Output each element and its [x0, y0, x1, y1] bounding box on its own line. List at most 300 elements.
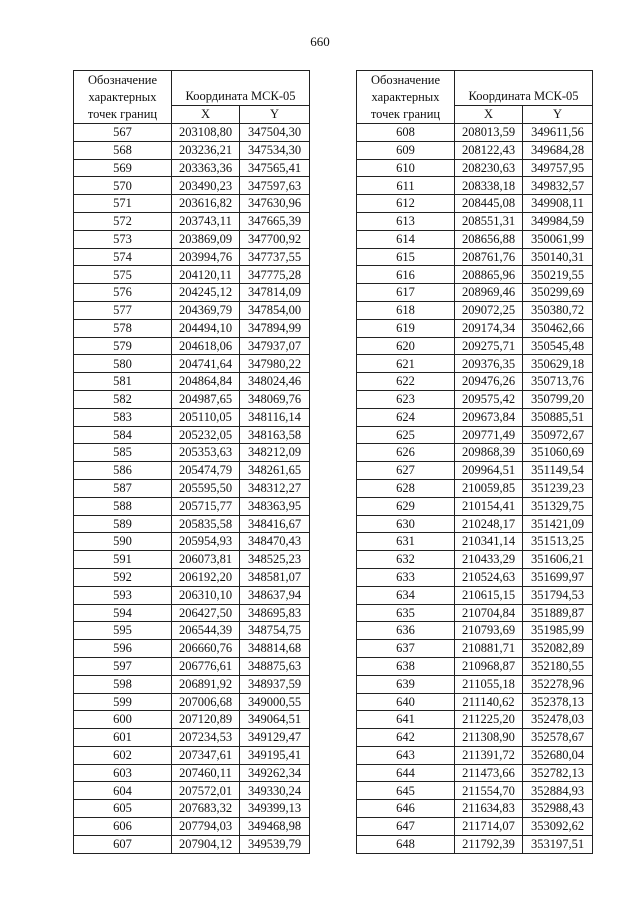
x-cell: 210154,41 [455, 497, 523, 515]
table-row [74, 693, 310, 711]
point-id-cell: 588 [74, 497, 172, 515]
point-id-cell: 620 [357, 337, 455, 355]
y-cell: 347854,00 [240, 301, 310, 319]
table-row [357, 568, 593, 586]
header-coordinate-system: Координата МСК-05 [172, 71, 310, 106]
header-point-label: Обозначение характерных точек границ [357, 71, 455, 124]
table-row [357, 355, 593, 373]
y-cell: 349195,41 [240, 746, 310, 764]
y-cell: 351794,53 [523, 586, 593, 604]
point-id-cell: 643 [357, 746, 455, 764]
point-id-cell: 631 [357, 533, 455, 551]
x-cell: 211140,62 [455, 693, 523, 711]
header-point-label: Обозначение характерных точек границ [74, 71, 172, 124]
y-cell: 350972,67 [523, 426, 593, 444]
table-row [74, 800, 310, 818]
point-id-cell: 576 [74, 284, 172, 302]
point-id-cell: 596 [74, 640, 172, 658]
table-row [74, 195, 310, 213]
x-cell: 210881,71 [455, 640, 523, 658]
x-cell: 208122,43 [455, 141, 523, 159]
y-cell: 348637,94 [240, 586, 310, 604]
y-cell: 349330,24 [240, 782, 310, 800]
y-cell: 350545,48 [523, 337, 593, 355]
x-cell: 209964,51 [455, 462, 523, 480]
table-row [357, 800, 593, 818]
y-cell: 348754,75 [240, 622, 310, 640]
point-id-cell: 573 [74, 230, 172, 248]
point-id-cell: 568 [74, 141, 172, 159]
table-row [357, 408, 593, 426]
point-id-cell: 639 [357, 675, 455, 693]
y-cell: 349399,13 [240, 800, 310, 818]
x-cell: 204494,10 [172, 319, 240, 337]
x-cell: 203236,21 [172, 141, 240, 159]
table-row [357, 764, 593, 782]
point-id-cell: 590 [74, 533, 172, 551]
x-cell: 208551,31 [455, 212, 523, 230]
table-row [357, 426, 593, 444]
x-cell: 211308,90 [455, 729, 523, 747]
table-row [357, 444, 593, 462]
y-cell: 349984,59 [523, 212, 593, 230]
point-id-cell: 579 [74, 337, 172, 355]
y-cell: 348416,67 [240, 515, 310, 533]
x-cell: 206310,10 [172, 586, 240, 604]
point-id-cell: 637 [357, 640, 455, 658]
table-row [357, 195, 593, 213]
x-cell: 209575,42 [455, 390, 523, 408]
point-id-cell: 618 [357, 301, 455, 319]
point-id-cell: 572 [74, 212, 172, 230]
y-cell: 349908,11 [523, 195, 593, 213]
table-row [357, 124, 593, 142]
y-cell: 350380,72 [523, 301, 593, 319]
x-cell: 204369,79 [172, 301, 240, 319]
table-row [357, 230, 593, 248]
y-cell: 351513,25 [523, 533, 593, 551]
table-row [357, 640, 593, 658]
point-id-cell: 629 [357, 497, 455, 515]
x-cell: 209476,26 [455, 373, 523, 391]
point-id-cell: 574 [74, 248, 172, 266]
point-id-cell: 617 [357, 284, 455, 302]
table-row [74, 408, 310, 426]
y-cell: 350799,20 [523, 390, 593, 408]
table-row [357, 551, 593, 569]
x-cell: 205353,63 [172, 444, 240, 462]
y-cell: 348363,95 [240, 497, 310, 515]
point-id-cell: 580 [74, 355, 172, 373]
x-cell: 204618,06 [172, 337, 240, 355]
x-cell: 211792,39 [455, 835, 523, 853]
table-row [74, 533, 310, 551]
point-id-cell: 636 [357, 622, 455, 640]
y-cell: 347534,30 [240, 141, 310, 159]
y-cell: 347630,96 [240, 195, 310, 213]
y-cell: 352578,67 [523, 729, 593, 747]
point-id-cell: 567 [74, 124, 172, 142]
x-cell: 209174,34 [455, 319, 523, 337]
point-id-cell: 635 [357, 604, 455, 622]
y-cell: 349262,34 [240, 764, 310, 782]
table-row [357, 693, 593, 711]
table-row [74, 551, 310, 569]
y-cell: 349684,28 [523, 141, 593, 159]
table-row [74, 515, 310, 533]
table-row [74, 568, 310, 586]
x-cell: 210059,85 [455, 479, 523, 497]
y-cell: 352082,89 [523, 640, 593, 658]
y-cell: 349539,79 [240, 835, 310, 853]
x-cell: 209673,84 [455, 408, 523, 426]
point-id-cell: 625 [357, 426, 455, 444]
y-cell: 348069,76 [240, 390, 310, 408]
y-cell: 349129,47 [240, 729, 310, 747]
x-cell: 207234,53 [172, 729, 240, 747]
y-cell: 348116,14 [240, 408, 310, 426]
table-row [74, 390, 310, 408]
x-cell: 208230,63 [455, 159, 523, 177]
table-row [74, 141, 310, 159]
x-cell: 204120,11 [172, 266, 240, 284]
y-cell: 349468,98 [240, 818, 310, 836]
y-cell: 348525,23 [240, 551, 310, 569]
table-row [74, 337, 310, 355]
table-row [74, 818, 310, 836]
point-id-cell: 614 [357, 230, 455, 248]
table-row [74, 230, 310, 248]
point-id-cell: 594 [74, 604, 172, 622]
y-cell: 350299,69 [523, 284, 593, 302]
table-row [74, 159, 310, 177]
x-cell: 209771,49 [455, 426, 523, 444]
point-id-cell: 599 [74, 693, 172, 711]
point-id-cell: 585 [74, 444, 172, 462]
table-row [357, 782, 593, 800]
point-id-cell: 638 [357, 657, 455, 675]
table-row [74, 835, 310, 853]
x-cell: 206427,50 [172, 604, 240, 622]
x-cell: 207794,03 [172, 818, 240, 836]
point-id-cell: 570 [74, 177, 172, 195]
y-cell: 352884,93 [523, 782, 593, 800]
table-row [74, 497, 310, 515]
point-id-cell: 602 [74, 746, 172, 764]
point-id-cell: 603 [74, 764, 172, 782]
x-cell: 208865,96 [455, 266, 523, 284]
y-cell: 347775,28 [240, 266, 310, 284]
x-cell: 209868,39 [455, 444, 523, 462]
x-cell: 205954,93 [172, 533, 240, 551]
table-row [357, 711, 593, 729]
x-cell: 208656,88 [455, 230, 523, 248]
x-cell: 210433,29 [455, 551, 523, 569]
coordinates-table-left [73, 70, 310, 854]
point-id-cell: 575 [74, 266, 172, 284]
y-cell: 351060,69 [523, 444, 593, 462]
table-row [357, 212, 593, 230]
point-id-cell: 589 [74, 515, 172, 533]
point-id-cell: 615 [357, 248, 455, 266]
y-cell: 349757,95 [523, 159, 593, 177]
point-id-cell: 647 [357, 818, 455, 836]
table-row [74, 640, 310, 658]
y-cell: 348875,63 [240, 657, 310, 675]
table-row [357, 479, 593, 497]
x-cell: 208338,18 [455, 177, 523, 195]
point-id-cell: 587 [74, 479, 172, 497]
point-id-cell: 597 [74, 657, 172, 675]
point-id-cell: 571 [74, 195, 172, 213]
table-row [357, 301, 593, 319]
x-cell: 209072,25 [455, 301, 523, 319]
x-cell: 207572,01 [172, 782, 240, 800]
y-cell: 348581,07 [240, 568, 310, 586]
x-cell: 206192,20 [172, 568, 240, 586]
page-number: 660 [310, 34, 330, 49]
point-id-cell: 598 [74, 675, 172, 693]
table-row [74, 212, 310, 230]
point-id-cell: 623 [357, 390, 455, 408]
x-cell: 205474,79 [172, 462, 240, 480]
table-row [357, 657, 593, 675]
y-cell: 348695,83 [240, 604, 310, 622]
table-row [74, 657, 310, 675]
point-id-cell: 624 [357, 408, 455, 426]
y-cell: 347665,39 [240, 212, 310, 230]
x-cell: 210341,14 [455, 533, 523, 551]
table-row [74, 266, 310, 284]
x-cell: 206544,39 [172, 622, 240, 640]
x-cell: 207904,12 [172, 835, 240, 853]
y-cell: 351421,09 [523, 515, 593, 533]
table-row [357, 390, 593, 408]
point-id-cell: 605 [74, 800, 172, 818]
y-cell: 347814,09 [240, 284, 310, 302]
point-id-cell: 626 [357, 444, 455, 462]
table-row [357, 675, 593, 693]
x-cell: 207120,89 [172, 711, 240, 729]
table-row [74, 729, 310, 747]
x-cell: 209376,35 [455, 355, 523, 373]
table-row [74, 586, 310, 604]
x-cell: 211634,83 [455, 800, 523, 818]
x-cell: 211055,18 [455, 675, 523, 693]
point-id-cell: 641 [357, 711, 455, 729]
y-cell: 350713,76 [523, 373, 593, 391]
point-id-cell: 642 [357, 729, 455, 747]
y-cell: 352478,03 [523, 711, 593, 729]
table-row [74, 301, 310, 319]
y-cell: 348212,09 [240, 444, 310, 462]
table-row [74, 479, 310, 497]
y-cell: 348312,27 [240, 479, 310, 497]
y-cell: 349611,56 [523, 124, 593, 142]
table-row [357, 533, 593, 551]
x-cell: 205595,50 [172, 479, 240, 497]
point-id-cell: 586 [74, 462, 172, 480]
x-cell: 211225,20 [455, 711, 523, 729]
y-cell: 352378,13 [523, 693, 593, 711]
y-cell: 350629,18 [523, 355, 593, 373]
table-row [74, 746, 310, 764]
point-id-cell: 610 [357, 159, 455, 177]
point-id-cell: 608 [357, 124, 455, 142]
x-cell: 203490,23 [172, 177, 240, 195]
x-cell: 205835,58 [172, 515, 240, 533]
y-cell: 348163,58 [240, 426, 310, 444]
y-cell: 349000,55 [240, 693, 310, 711]
table-row [357, 319, 593, 337]
y-cell: 347565,41 [240, 159, 310, 177]
x-cell: 207460,11 [172, 764, 240, 782]
x-cell: 206891,92 [172, 675, 240, 693]
y-cell: 352180,55 [523, 657, 593, 675]
table-row [74, 444, 310, 462]
y-cell: 351699,97 [523, 568, 593, 586]
x-cell: 205232,05 [172, 426, 240, 444]
point-id-cell: 621 [357, 355, 455, 373]
point-id-cell: 640 [357, 693, 455, 711]
table-row [357, 159, 593, 177]
y-cell: 347894,99 [240, 319, 310, 337]
table-body-left [74, 124, 310, 854]
x-cell: 210248,17 [455, 515, 523, 533]
table-row [357, 248, 593, 266]
x-cell: 203363,36 [172, 159, 240, 177]
point-id-cell: 632 [357, 551, 455, 569]
x-cell: 210968,87 [455, 657, 523, 675]
point-id-cell: 569 [74, 159, 172, 177]
point-id-cell: 591 [74, 551, 172, 569]
x-cell: 211391,72 [455, 746, 523, 764]
table-row [74, 462, 310, 480]
table-row [74, 604, 310, 622]
table-row [357, 337, 593, 355]
x-cell: 211714,07 [455, 818, 523, 836]
point-id-cell: 648 [357, 835, 455, 853]
point-id-cell: 628 [357, 479, 455, 497]
table-row [74, 124, 310, 142]
x-cell: 210615,15 [455, 586, 523, 604]
x-cell: 203869,09 [172, 230, 240, 248]
table-row [74, 319, 310, 337]
y-cell: 351606,21 [523, 551, 593, 569]
x-cell: 208969,46 [455, 284, 523, 302]
table-row [357, 818, 593, 836]
y-cell: 349832,57 [523, 177, 593, 195]
x-cell: 206776,61 [172, 657, 240, 675]
table-row [74, 711, 310, 729]
x-cell: 203616,82 [172, 195, 240, 213]
y-cell: 347737,55 [240, 248, 310, 266]
y-cell: 350219,55 [523, 266, 593, 284]
y-cell: 348937,59 [240, 675, 310, 693]
table-row [357, 177, 593, 195]
point-id-cell: 606 [74, 818, 172, 836]
x-cell: 210524,63 [455, 568, 523, 586]
point-id-cell: 633 [357, 568, 455, 586]
x-cell: 203108,80 [172, 124, 240, 142]
table-row [74, 675, 310, 693]
point-id-cell: 583 [74, 408, 172, 426]
table-row [74, 373, 310, 391]
table-row [357, 284, 593, 302]
coordinates-table-right [356, 70, 593, 854]
point-id-cell: 592 [74, 568, 172, 586]
point-id-cell: 634 [357, 586, 455, 604]
point-id-cell: 582 [74, 390, 172, 408]
header-x: X [172, 106, 240, 124]
x-cell: 206660,76 [172, 640, 240, 658]
x-cell: 203743,11 [172, 212, 240, 230]
y-cell: 348470,43 [240, 533, 310, 551]
point-id-cell: 622 [357, 373, 455, 391]
point-id-cell: 577 [74, 301, 172, 319]
header-y: Y [523, 106, 593, 124]
x-cell: 204741,64 [172, 355, 240, 373]
point-id-cell: 644 [357, 764, 455, 782]
table-row [357, 729, 593, 747]
y-cell: 353197,51 [523, 835, 593, 853]
x-cell: 209275,71 [455, 337, 523, 355]
x-cell: 204987,65 [172, 390, 240, 408]
y-cell: 349064,51 [240, 711, 310, 729]
table-row [74, 426, 310, 444]
point-id-cell: 611 [357, 177, 455, 195]
point-id-cell: 607 [74, 835, 172, 853]
header-y: Y [240, 106, 310, 124]
x-cell: 211554,70 [455, 782, 523, 800]
table-row [74, 764, 310, 782]
y-cell: 350462,66 [523, 319, 593, 337]
y-cell: 347700,92 [240, 230, 310, 248]
y-cell: 350885,51 [523, 408, 593, 426]
header-x: X [455, 106, 523, 124]
point-id-cell: 616 [357, 266, 455, 284]
table-row [74, 284, 310, 302]
point-id-cell: 645 [357, 782, 455, 800]
x-cell: 207347,61 [172, 746, 240, 764]
point-id-cell: 595 [74, 622, 172, 640]
point-id-cell: 612 [357, 195, 455, 213]
y-cell: 352278,96 [523, 675, 593, 693]
y-cell: 347597,63 [240, 177, 310, 195]
table-row [357, 497, 593, 515]
x-cell: 207683,32 [172, 800, 240, 818]
table-row [357, 835, 593, 853]
y-cell: 351985,99 [523, 622, 593, 640]
y-cell: 350140,31 [523, 248, 593, 266]
point-id-cell: 609 [357, 141, 455, 159]
x-cell: 210793,69 [455, 622, 523, 640]
y-cell: 351149,54 [523, 462, 593, 480]
x-cell: 203994,76 [172, 248, 240, 266]
point-id-cell: 601 [74, 729, 172, 747]
y-cell: 351239,23 [523, 479, 593, 497]
table-row [74, 248, 310, 266]
table-row [357, 373, 593, 391]
y-cell: 352680,04 [523, 746, 593, 764]
table-row [357, 141, 593, 159]
x-cell: 211473,66 [455, 764, 523, 782]
y-cell: 352988,43 [523, 800, 593, 818]
table-row [74, 622, 310, 640]
table-row [357, 622, 593, 640]
y-cell: 350061,99 [523, 230, 593, 248]
x-cell: 207006,68 [172, 693, 240, 711]
